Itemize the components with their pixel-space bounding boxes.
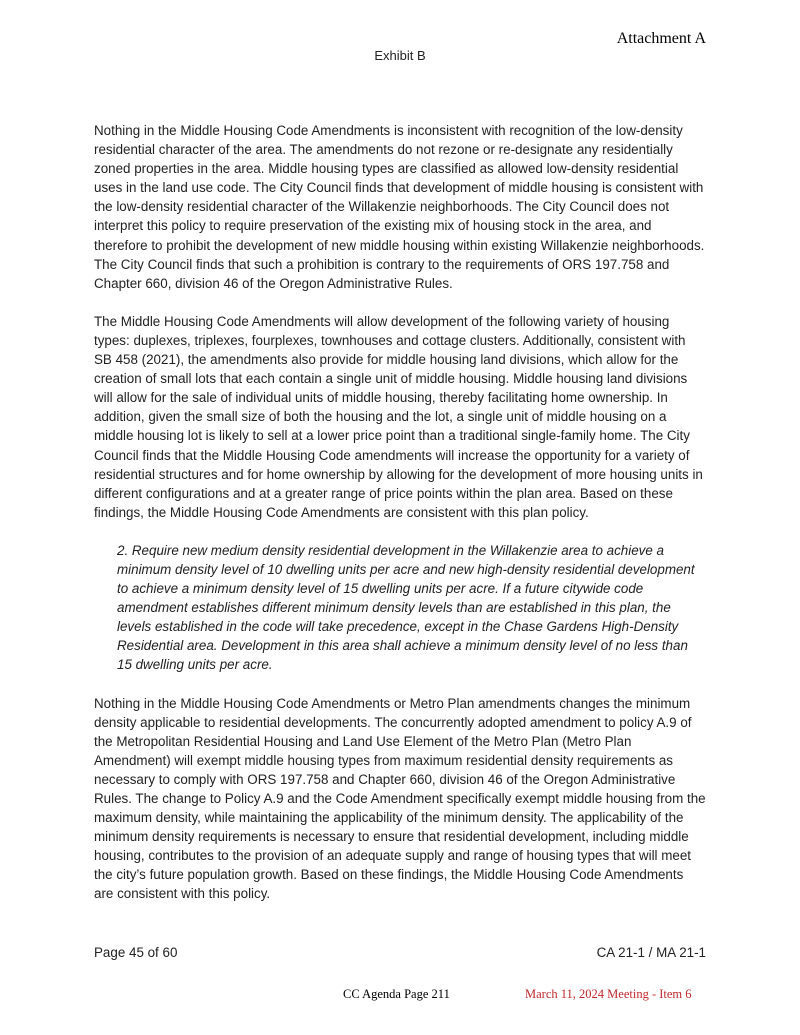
agenda-page-stamp: CC Agenda Page 211: [343, 987, 450, 1001]
paragraph-housing-variety: The Middle Housing Code Amendments will allow development of the following variety of housing types: duplexes, triplexes, fourplexes, townhouses and cottage clusters. Additionally, consistent with SB 458 (2021), the amendments also provide for middle housing land divisions, which allow for the creation of small lots that each contain a single unit of middle housing. Middle housing land divisions will allow for the sale of individual units of middle housing, thereby facilitating home ownership. In addition, given the small size of both the housing and the lot, a single unit of middle housing on a middle housing lot is likely to sell at a lower price point than a traditional single-family home. The City Council finds that the Middle Housing Code amendments will increase the opportunity for a variety of residential structures and for home ownership by allowing for the development of more housing units in different configurations and at a greater range of price points within the plan area. Based on these findings, the Middle Housing Code Amendments are consistent with this plan policy.: [94, 313, 703, 520]
document-body: [94, 121, 706, 923]
meeting-item-stamp: March 11, 2024 Meeting - Item 6: [525, 987, 692, 1001]
exhibit-label: Exhibit B: [374, 48, 426, 63]
page-number: Page 45 of 60: [94, 945, 178, 960]
case-number: CA 21-1 / MA 21-1: [596, 945, 706, 960]
attachment-label: Attachment A: [616, 30, 706, 47]
paragraph-low-density-character: Nothing in the Middle Housing Code Amendments is inconsistent with recognition of the low-density residential character of the area. The amendments do not rezone or re-designate any residentially zoned properties in the area. Middle housing types are classified as allowed low-density residential uses in the land use code. The City Council finds that development of middle housing is consistent with the low-density residential character of the Willakenzie neighborhoods. The City Council does not interpret this policy to require preservation of the existing mix of housing stock in the area, and therefore to prohibit the development of new middle housing within existing Willakenzie neighborhoods. The City Council finds that such a prohibition is contrary to the requirements of ORS 197.758 and Chapter 660, division 46 of the Oregon Administrative Rules.: [94, 123, 705, 291]
paragraph-minimum-density-finding: Nothing in the Middle Housing Code Amendments or Metro Plan amendments changes the minimum density applicable to residential developments. The concurrently adopted amendment to policy A.9 of the Metropolitan Residential Housing and Land Use Element of the Metro Plan (Metro Plan Amendment) will exempt middle housing types from maximum residential density requirements as necessary to comply with ORS 197.758 and Chapter 660, division 46 of the Oregon Administrative Rules. The change to Policy A.9 and the Code Amendment specifically exempt middle housing from the maximum density, while maintaining the applicability of the minimum density. The applicability of the minimum density requirements is necessary to ensure that residential development, including middle housing, contributes to the provision of an adequate supply and range of housing types that will meet the city’s future population growth. Based on these findings, the Middle Housing Code Amendments are consistent with this policy.: [94, 695, 706, 902]
policy-quote-minimum-density: 2. Require new medium density residential development in the Willakenzie area to achieve a minimum density level of 10 dwelling units per acre and new high-density residential development to achieve a minimum density level of 15 dwelling units per acre. If a future citywide code amendment establishes different minimum density levels than are established in this plan, the levels established in the code will take precedence, except in the Chase Gardens High-Density Residential area. Development in this area shall achieve a minimum density level of no less than 15 dwelling units per acre.: [117, 542, 695, 673]
